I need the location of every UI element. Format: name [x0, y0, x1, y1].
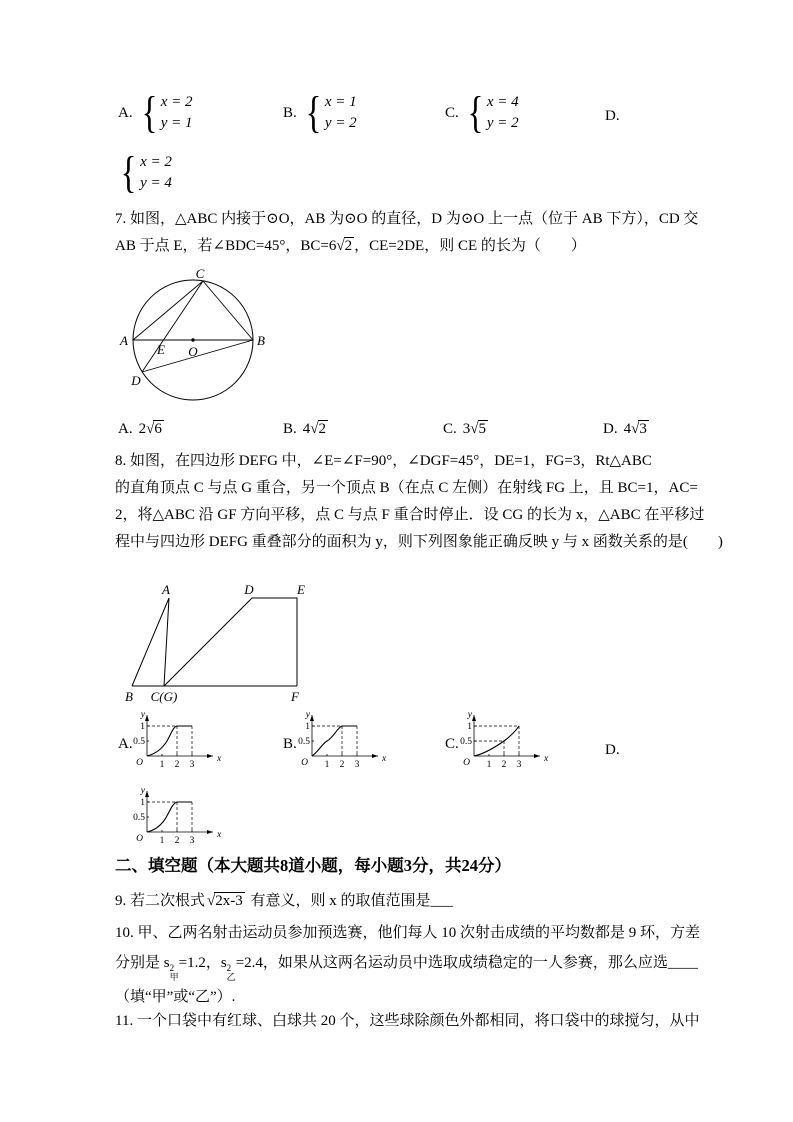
q7-option-c-label: C.	[443, 421, 457, 437]
x-tick-2: 2	[339, 760, 345, 770]
equation-line-1: x = 2	[160, 94, 193, 110]
left-brace: {	[141, 88, 158, 137]
radical-sign: √	[631, 421, 639, 437]
y-tick-05: 0.5	[298, 737, 310, 747]
radicand: 6	[154, 421, 162, 437]
shape-lines	[132, 598, 297, 686]
y-arrow	[310, 715, 314, 721]
origin-label: O	[136, 758, 143, 768]
q8-line-2: 的直角顶点 C 与点 G 重合，另一个顶点 B（在点 C 左侧）在射线 FG 上，且 BC=1，AC=	[115, 480, 698, 496]
sqrt-expression	[631, 420, 649, 438]
x-tick-3: 3	[189, 760, 195, 770]
reference-dashes	[147, 802, 192, 832]
radicand: 2	[344, 238, 353, 254]
equation-line-2: y = 4	[140, 175, 172, 191]
equation-stack	[140, 152, 172, 194]
q7-option-b-label: B.	[283, 421, 297, 437]
q7-option-a-label: A.	[118, 421, 133, 437]
graph-option-c	[460, 708, 552, 772]
label-CG: C(G)	[150, 689, 178, 704]
center-dot	[191, 338, 194, 341]
equation-stack	[325, 92, 357, 134]
option-a-label: A.	[118, 104, 133, 121]
equation-line-2: y = 2	[486, 115, 519, 131]
radical-sign: √	[336, 238, 344, 254]
figure-q7-circle	[113, 268, 273, 408]
option-a-system	[118, 88, 193, 137]
sqrt-expression	[310, 420, 328, 438]
q7-line-2-post: ，CE=2DE，则 CE 的长为（ ）	[354, 238, 586, 254]
sqrt-expression	[146, 420, 164, 438]
equation-line-1: x = 1	[324, 94, 357, 110]
equation-line-2: y = 1	[160, 115, 193, 131]
x-arrow	[372, 754, 378, 758]
y-tick-05: 0.5	[460, 737, 472, 747]
label-D: D	[131, 373, 141, 388]
option-c-label: C.	[445, 104, 459, 121]
y-arrow	[145, 791, 149, 797]
label-C: C	[195, 268, 205, 281]
coefficient: 2	[138, 421, 147, 437]
x-tick-1: 1	[486, 760, 492, 770]
superscript-2: 2	[226, 963, 232, 973]
x-tick-2: 2	[501, 760, 507, 770]
option-b-label: B.	[283, 104, 297, 121]
q7-line-2-pre: AB 于点 E，若∠BDC=45°，BC=6	[115, 238, 337, 254]
equation-line-1: x = 2	[140, 154, 172, 170]
radical-sign: √	[470, 421, 478, 437]
axes	[147, 791, 213, 832]
reference-dashes	[147, 726, 192, 756]
axes	[474, 715, 540, 756]
x-axis-label: x	[217, 830, 222, 840]
y-axis-label: y	[467, 710, 472, 720]
q10-line-1: 10. 甲、乙两名射击运动员参加预选赛，他们每人 10 次射击成绩的平均数都是 9 环，方差	[115, 925, 701, 941]
x-tick-2: 2	[174, 836, 180, 846]
q10-line-2	[115, 948, 698, 982]
y-tick-1: 1	[140, 798, 145, 808]
q10-line2-a: 分别是 s	[115, 955, 170, 971]
origin-label: O	[136, 834, 143, 844]
radicand: 2	[318, 421, 326, 437]
coefficient: 4	[623, 421, 632, 437]
q10-line2-c: =2.4，如果从这两名运动员中选取成绩稳定的一人参赛，那么应选____	[235, 955, 698, 971]
subscript-yi: 乙	[226, 972, 236, 982]
question-10-text	[115, 918, 701, 1012]
left-brace: {	[467, 88, 484, 137]
q7-option-d	[603, 420, 649, 438]
option-b-system	[283, 88, 357, 137]
x-axis-label: x	[217, 754, 222, 764]
origin-label: O	[301, 758, 308, 768]
equation-stack	[487, 92, 519, 134]
option-d-system	[118, 148, 172, 197]
x-tick-3: 3	[354, 760, 360, 770]
origin-label: O	[463, 758, 470, 768]
triangle-ABC	[132, 598, 169, 686]
curve	[147, 802, 192, 832]
label-O: O	[188, 344, 198, 359]
y-axis-label: y	[305, 710, 310, 720]
option-d-label: D.	[605, 108, 620, 124]
section-2-title: 二、填空题（本大题共8道小题，每小题3分，共24分）	[115, 856, 511, 875]
label-A: A	[162, 584, 170, 597]
radicand: 3	[639, 421, 647, 437]
sqrt-expression	[336, 233, 354, 260]
left-brace: {	[305, 88, 322, 137]
graph-option-b	[298, 708, 390, 772]
label-A: A	[120, 333, 128, 348]
left-brace: {	[120, 148, 137, 197]
radical-sign: √	[310, 421, 318, 437]
question-9-text	[115, 888, 453, 915]
q7-option-d-label: D.	[603, 421, 618, 437]
equation-line-1: x = 4	[486, 94, 519, 110]
y-tick-05: 0.5	[133, 813, 145, 823]
x-arrow	[207, 830, 213, 834]
option-c-system	[445, 88, 519, 137]
axes	[312, 715, 378, 756]
label-B: B	[257, 333, 265, 348]
q7-option-a	[118, 420, 164, 438]
y-tick-1: 1	[305, 722, 310, 732]
radical-sign: √	[207, 893, 215, 909]
reference-dashes	[474, 726, 519, 756]
label-B: B	[125, 689, 133, 704]
graph-option-a-label: A.	[118, 736, 133, 752]
coefficient: 4	[302, 421, 311, 437]
y-tick-1: 1	[467, 722, 472, 732]
label-D: D	[244, 584, 254, 597]
x-arrow	[207, 754, 213, 758]
radical-sign: √	[146, 421, 154, 437]
question-7-text	[115, 206, 699, 260]
x-tick-3: 3	[189, 836, 195, 846]
q8-line-3: 2，将△ABC 沿 GF 方向平移，点 C 与点 F 重合时停止．设 CG 的长为 x，△ABC 在平移过	[115, 507, 705, 523]
graph-option-d-label: D.	[605, 742, 620, 758]
y-arrow	[145, 715, 149, 721]
sqrt-expression	[470, 420, 488, 438]
q10-line-3: （填“甲”或“乙”）.	[115, 989, 236, 1005]
equation-line-2: y = 2	[324, 115, 357, 131]
y-tick-05: 0.5	[133, 737, 145, 747]
x-tick-2: 2	[174, 760, 180, 770]
graph-option-a	[133, 708, 225, 772]
label-F: F	[291, 689, 299, 704]
x-arrow	[534, 754, 540, 758]
curve	[312, 726, 357, 756]
x-tick-1: 1	[159, 760, 165, 770]
label-E: E	[157, 342, 165, 357]
radicand: 2x-3	[215, 893, 243, 909]
y-axis-label: y	[140, 786, 145, 796]
question-8-text	[115, 448, 723, 556]
q8-line-1: 8. 如图，在四边形 DEFG 中，∠E=∠F=90°，∠DGF=45°，DE=1，FG=3，Rt△ABC	[115, 453, 652, 469]
radicand: 5	[478, 421, 486, 437]
y-tick-1: 1	[140, 722, 145, 732]
graph-option-d	[133, 784, 225, 848]
q10-line2-b: =1.2，s	[178, 955, 227, 971]
q7-line-2	[115, 233, 685, 260]
subscript-jia: 甲	[169, 972, 179, 982]
chord-AC	[133, 281, 203, 340]
y-arrow	[472, 715, 476, 721]
x-tick-3: 3	[516, 760, 522, 770]
sqrt-expression	[207, 888, 245, 915]
reference-dashes	[312, 726, 357, 756]
curve	[147, 726, 192, 756]
y-axis-label: y	[140, 710, 145, 720]
figure-q8-shapes	[122, 584, 317, 706]
coefficient: 3	[462, 421, 471, 437]
x-tick-1: 1	[159, 836, 165, 846]
x-axis-label: x	[544, 754, 549, 764]
quad-DEFG	[164, 598, 297, 686]
graph-option-b-label: B.	[283, 736, 297, 752]
q8-line-4: 程中与四边形 DEFG 重叠部分的面积为 y，则下列图象能正确反映 y 与 x 函数关系的是( )	[115, 534, 723, 550]
question-11-text: 11. 一个口袋中有红球、白球共 20 个，这些球除颜色外都相同，将口袋中的球搅匀，从中	[115, 1013, 700, 1029]
q7-option-c	[443, 420, 488, 438]
q7-line-1: 7. 如图，△ABC 内接于⊙O，AB 为⊙O 的直径，D 为⊙O 上一点（位于 AB 下方），CD 交	[115, 211, 699, 227]
x-tick-1: 1	[324, 760, 330, 770]
graph-option-c-label: C.	[445, 736, 459, 752]
equation-stack	[161, 92, 193, 134]
variance-supsub-jia	[170, 964, 179, 982]
q9-pre: 9. 若二次根式	[115, 893, 206, 909]
label-E: E	[297, 584, 305, 597]
x-axis-label: x	[382, 754, 387, 764]
q9-post: 有意义，则 x 的取值范围是___	[246, 893, 454, 909]
axes	[147, 715, 213, 756]
superscript-2: 2	[169, 963, 175, 973]
variance-supsub-yi	[227, 964, 236, 982]
q7-option-b	[283, 420, 328, 438]
